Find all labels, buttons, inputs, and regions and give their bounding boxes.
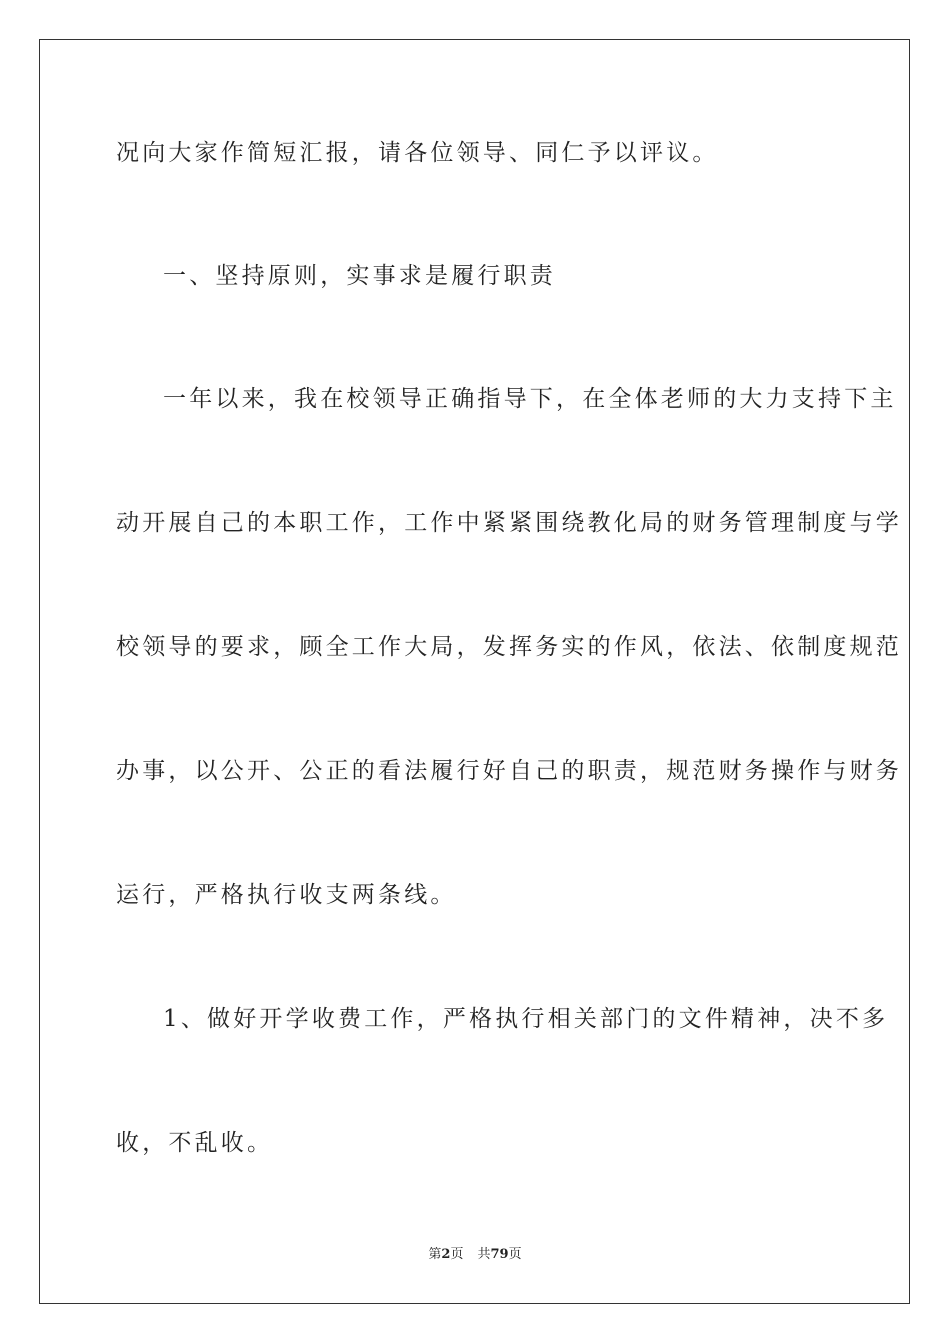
footer-total-number: 79 <box>490 1247 509 1262</box>
body-line-1: 况向大家作简短汇报，请各位领导、同仁予以评议。 <box>116 140 719 166</box>
body-line-5: 校领导的要求，顾全工作大局，发挥务实的作风，依法、依制度规范 <box>116 634 902 660</box>
page-footer <box>0 1246 950 1264</box>
footer-page-prefix: 第 <box>428 1247 442 1262</box>
body-line-6: 办事，以公开、公正的看法履行好自己的职责，规范财务操作与财务 <box>116 758 902 784</box>
body-line-3: 一年以来，我在校领导正确指导下，在全体老师的大力支持下主 <box>163 386 897 412</box>
footer-page-suffix: 页 <box>450 1247 464 1262</box>
body-line-4: 动开展自己的本职工作，工作中紧紧围绕教化局的财务管理制度与学 <box>116 510 902 536</box>
body-line-7: 运行，严格执行收支两条线。 <box>116 882 457 908</box>
body-line-9: 收，不乱收。 <box>116 1130 274 1156</box>
section-heading-1: 一、坚持原则，实事求是履行职责 <box>163 263 556 289</box>
footer-total-prefix: 共 <box>477 1247 491 1262</box>
page-border <box>39 39 910 1304</box>
list-item-1: 1、做好开学收费工作，严格执行相关部门的文件精神，决不多 <box>163 1006 889 1032</box>
footer-page-number: 2 <box>441 1247 451 1262</box>
footer-total-suffix: 页 <box>508 1247 522 1262</box>
